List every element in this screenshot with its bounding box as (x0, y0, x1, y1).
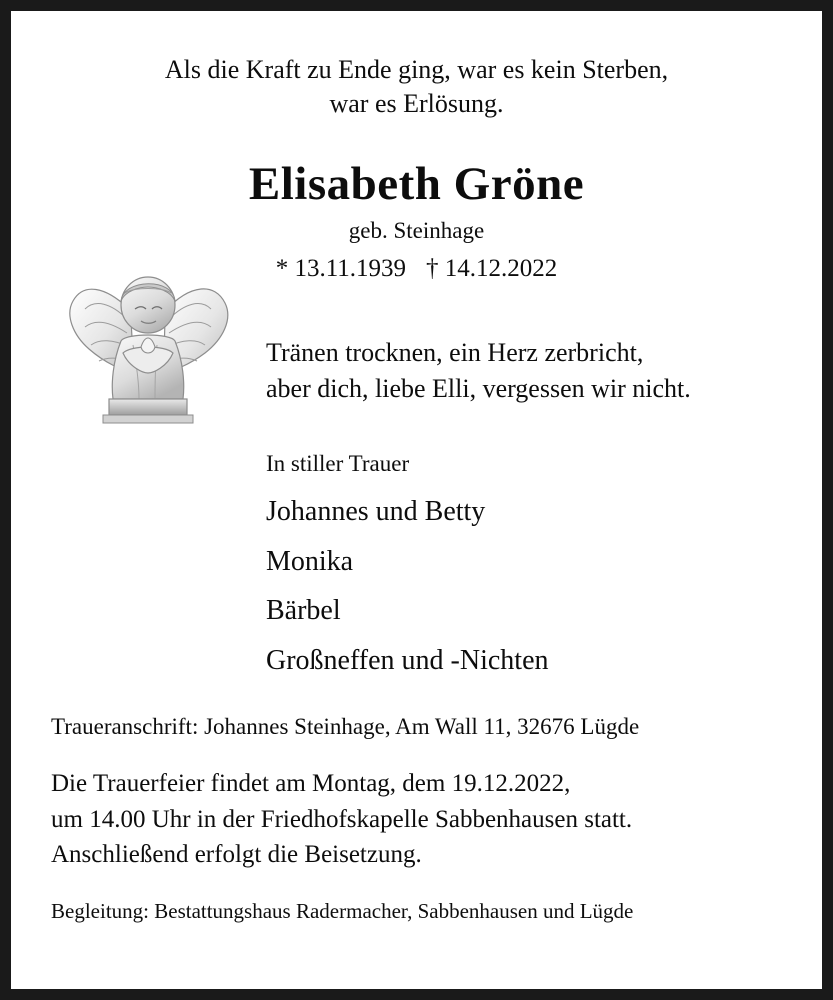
condolence-address: Traueranschrift: Johannes Steinhage, Am Wall 11, 32676 Lügde (51, 714, 640, 740)
birth-date: * 13.11.1939 (275, 254, 407, 282)
mourners-list (266, 487, 782, 686)
ceremony-details (51, 766, 782, 873)
memorial-poem-line-2: aber dich, liebe Elli, vergessen wir nicht. (266, 373, 691, 403)
ceremony-line-2: um 14.00 Uhr in der Friedhofskapelle Sabbenhausen statt. (51, 805, 633, 833)
memorial-poem (266, 335, 782, 407)
ceremony-line-3: Anschließend erfolgt die Beisetzung. (51, 841, 422, 869)
mourner-item: Großneffen und -Nichten (266, 645, 549, 677)
mourner-item: Johannes und Betty (266, 495, 486, 527)
mourner-item: Bärbel (266, 595, 341, 627)
opening-verse (51, 53, 782, 122)
ceremony-line-1: Die Trauerfeier findet am Montag, dem 19.12.2022, (51, 770, 571, 798)
praying-angel-illustration-icon (53, 249, 243, 439)
opening-verse-line-2: war es Erlösung. (329, 89, 504, 119)
maiden-name: geb. Steinhage (348, 217, 485, 243)
funeral-home-note: Begleitung: Bestattungshaus Radermacher, Sabbenhausen und Lügde (51, 898, 634, 923)
memorial-poem-line-1: Tränen trocknen, ein Herz zerbricht, (266, 337, 644, 367)
opening-verse-line-1: Als die Kraft zu Ende ging, war es kein Sterben, (164, 55, 669, 84)
mourning-intro: In stiller Trauer (266, 450, 410, 476)
deceased-name: Elisabeth Gröne (248, 157, 585, 210)
mourner-item: Monika (266, 545, 354, 577)
death-date: † 14.12.2022 (426, 254, 558, 282)
